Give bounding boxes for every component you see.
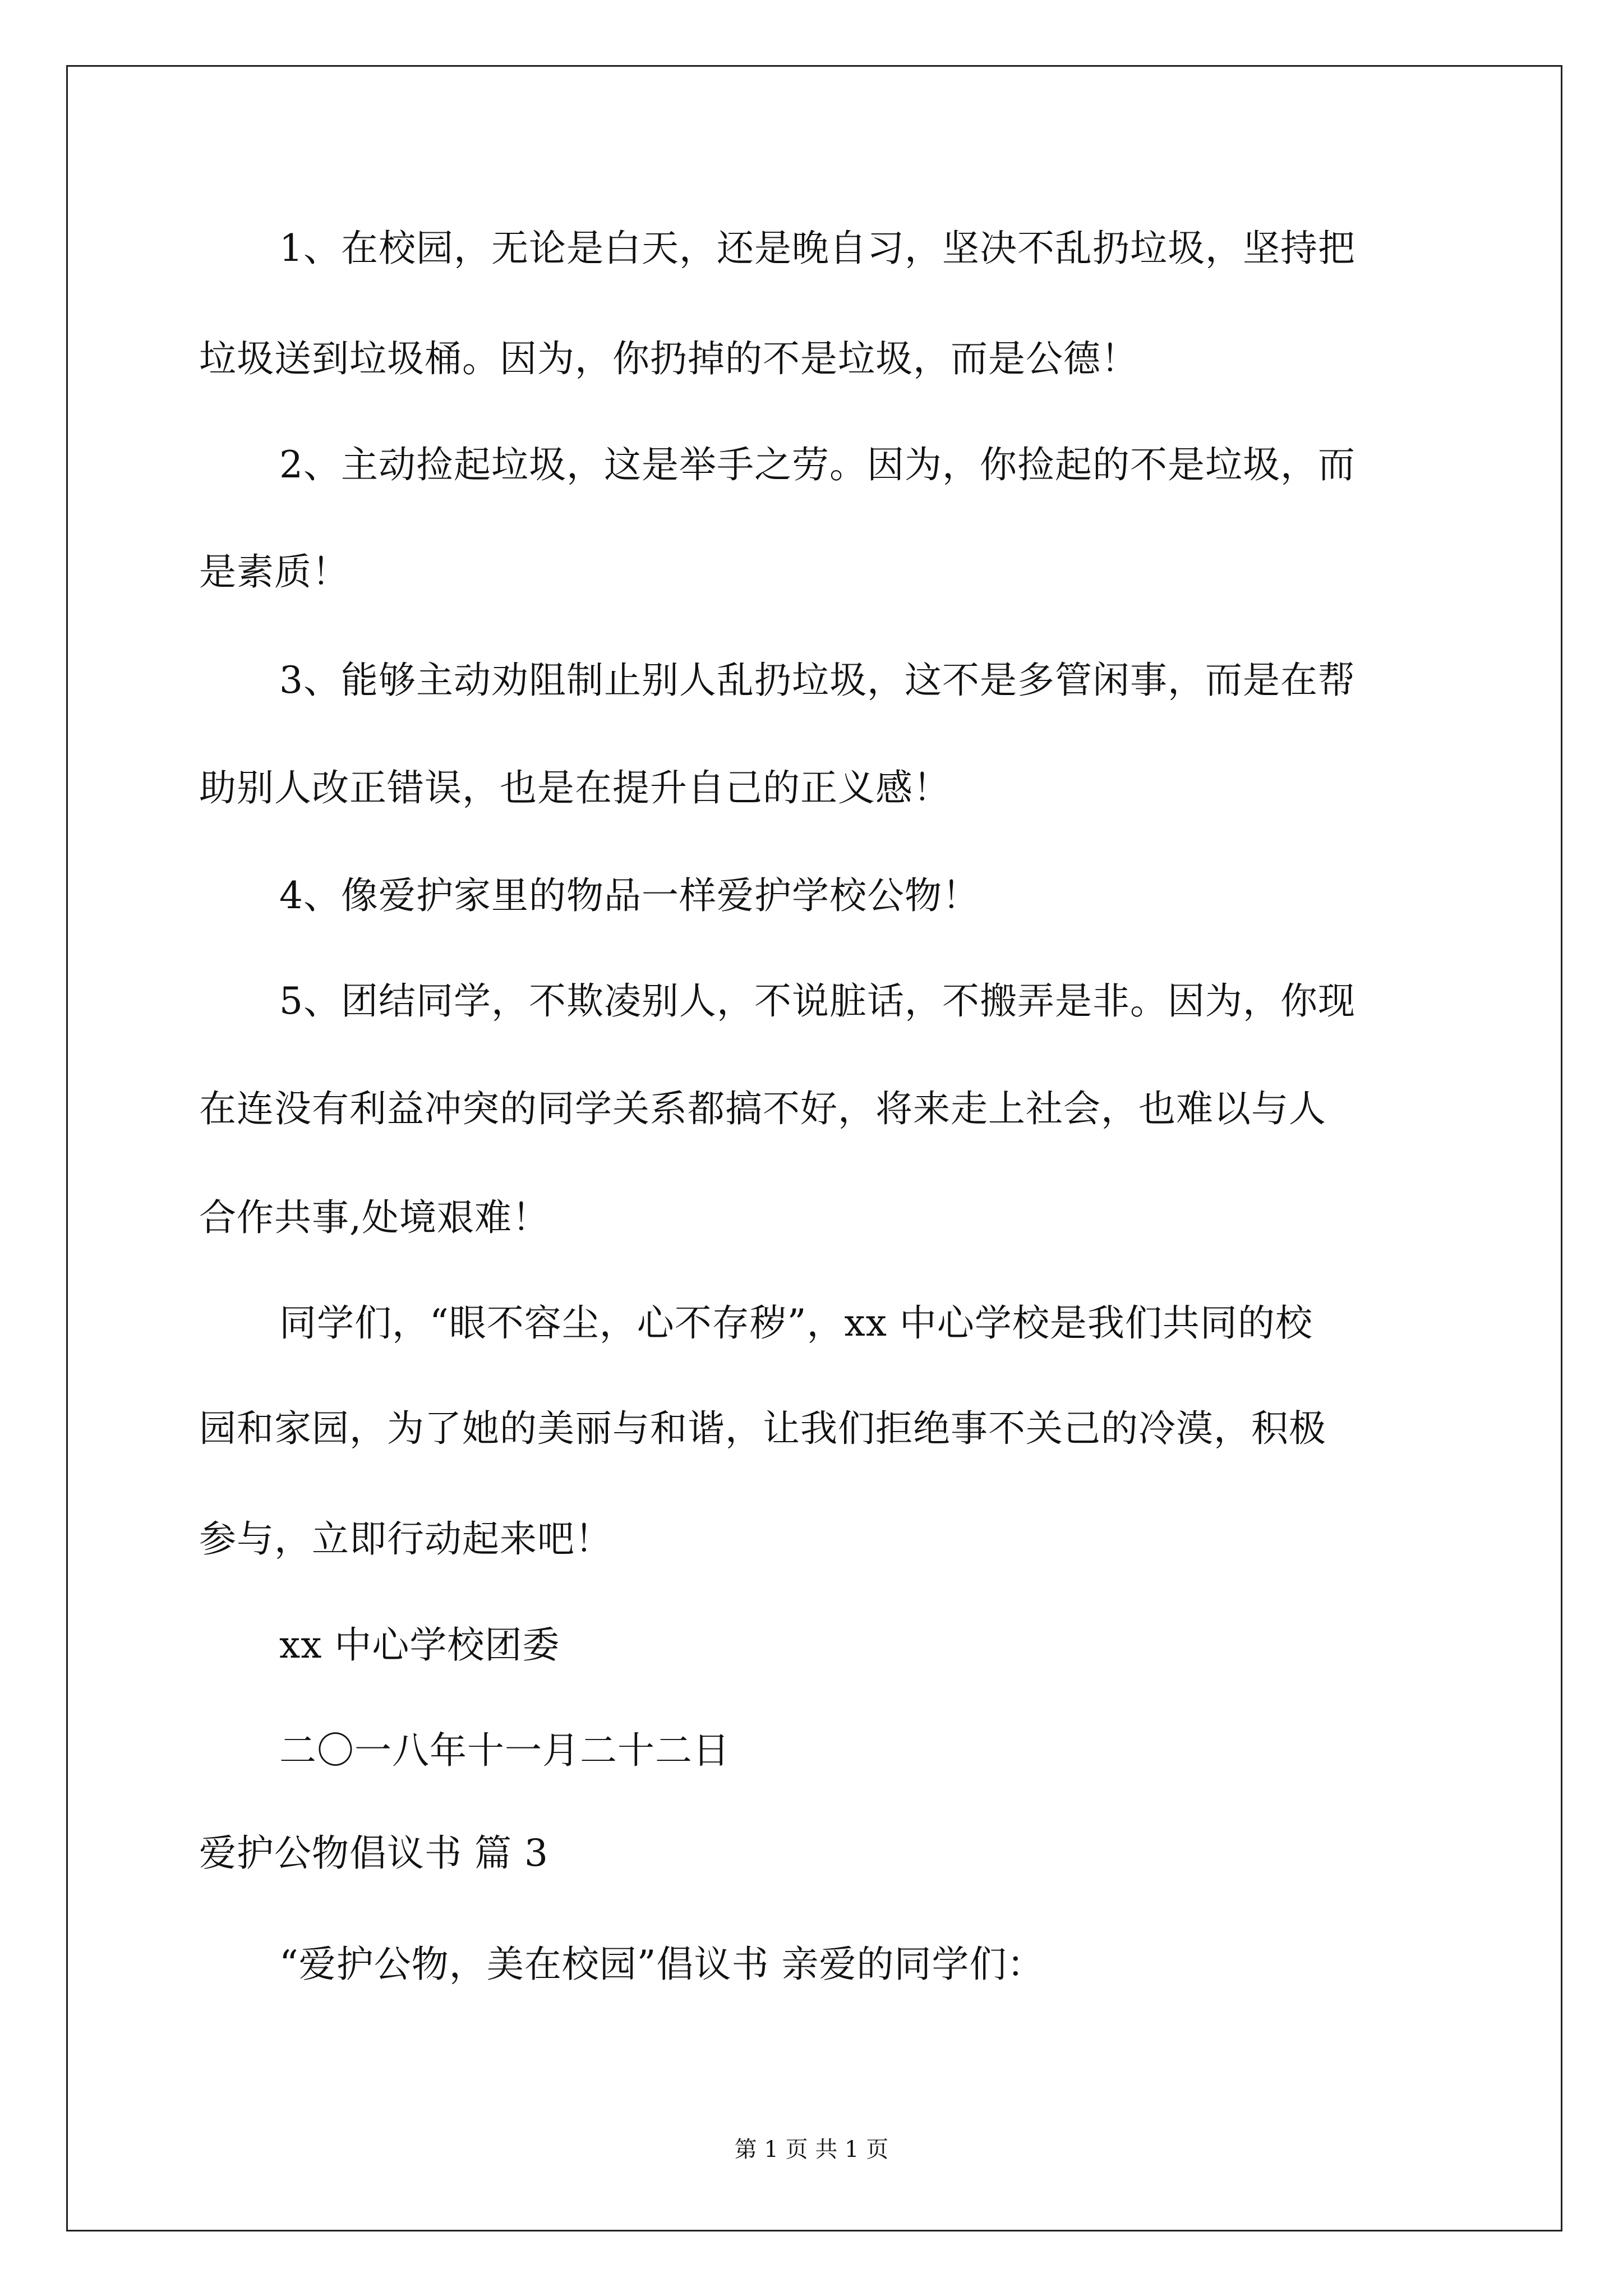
paragraph-6-line-2: 园和家园，为了她的美丽与和谐，让我们拒绝事不关己的冷漠，积极 — [199, 1407, 1326, 1450]
paragraph-1-line-2: 垃圾送到垃圾桶。因为，你扔掉的不是垃圾，而是公德！ — [199, 337, 1138, 380]
paragraph-6-line-1: 同学们，“眼不容尘，心不存秽”，xx 中心学校是我们共同的校 — [279, 1301, 1313, 1345]
paragraph-5-line-3: 合作共事,处境艰难！ — [199, 1196, 550, 1239]
paragraph-4-line-1: 4、像爱护家里的物品一样爱护学校公物！ — [279, 874, 980, 917]
signature-organization: xx 中心学校团委 — [279, 1623, 560, 1667]
paragraph-2-line-2: 是素质！ — [199, 550, 349, 593]
paragraph-6-line-3: 参与，立即行动起来吧！ — [199, 1517, 612, 1561]
page-border — [66, 65, 1562, 2231]
proposal-title-line: “爱护公物，美在校园”倡议书 亲爱的同学们： — [279, 1943, 1045, 1986]
signature-date: 二〇一八年十一月二十二日 — [279, 1729, 730, 1772]
paragraph-5-line-2: 在连没有利益冲突的同学关系都搞不好，将来走上社会，也难以与人 — [199, 1087, 1326, 1130]
paragraph-3-line-2: 助别人改正错误，也是在提升自己的正义感！ — [199, 766, 951, 809]
page-footer: 第 1 页 共 1 页 — [734, 2137, 889, 2162]
paragraph-2-line-1: 2、主动捡起垃圾，这是举手之劳。因为，你捡起的不是垃圾，而 — [279, 443, 1355, 486]
paragraph-1-line-1: 1、在校园，无论是白天，还是晚自习，坚决不乱扔垃圾，坚持把 — [279, 227, 1355, 270]
paragraph-5-line-1: 5、团结同学，不欺凌别人，不说脏话，不搬弄是非。因为，你现 — [279, 979, 1355, 1023]
paragraph-3-line-1: 3、能够主动劝阻制止别人乱扔垃圾，这不是多管闲事，而是在帮 — [279, 659, 1355, 702]
section-heading: 爱护公物倡议书 篇 3 — [199, 1832, 548, 1875]
